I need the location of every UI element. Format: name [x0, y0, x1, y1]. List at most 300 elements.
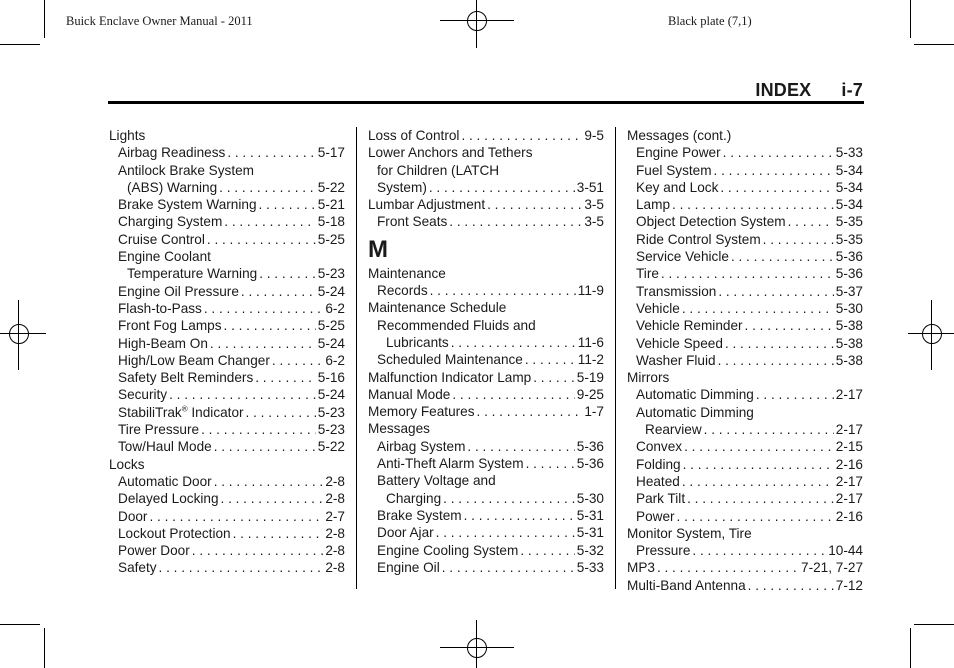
dot-leader — [259, 196, 316, 213]
index-entry-term — [118, 369, 253, 386]
index-entry — [109, 283, 345, 300]
index-entry-page: 5-32 — [576, 542, 604, 558]
index-entry-page: 2-7 — [325, 508, 345, 524]
index-entry — [627, 283, 863, 300]
index-entry-text: Delayed Locking — [118, 491, 219, 507]
index-entry — [109, 248, 345, 265]
index-entry-text: Ride Control System — [636, 231, 761, 247]
index-entry — [109, 179, 345, 196]
index-entry — [109, 335, 345, 352]
dot-leader — [224, 317, 316, 334]
index-entry-term — [627, 559, 655, 576]
page-number: i-7 — [841, 80, 863, 100]
index-entry — [368, 282, 604, 299]
index-entry — [627, 473, 863, 490]
index-entry — [627, 525, 863, 542]
index-entry-text: Mirrors — [627, 370, 670, 386]
index-entry — [368, 524, 604, 541]
dot-leader — [672, 196, 834, 213]
index-entry — [109, 404, 345, 421]
index-entry — [368, 317, 604, 334]
dot-leader — [219, 179, 316, 196]
index-entry-term — [377, 559, 440, 576]
index-entry-term — [386, 334, 449, 351]
index-entry-term — [109, 127, 145, 144]
index-entry-page: 1-7 — [584, 404, 604, 420]
index-entry-term — [118, 248, 211, 265]
dot-leader — [214, 473, 324, 490]
dot-leader — [451, 334, 576, 351]
index-entry-page: 3-5 — [584, 197, 604, 213]
dot-leader — [477, 403, 583, 420]
index-entry — [627, 144, 863, 161]
dot-leader — [720, 179, 833, 196]
index-entry-text: Locks — [109, 456, 145, 472]
index-entry-page: 5-38 — [835, 335, 863, 351]
dot-leader — [748, 577, 834, 594]
index-entry — [109, 438, 345, 455]
index-entry — [109, 144, 345, 161]
index-entry-page: 2-17 — [835, 387, 863, 403]
index-entry — [368, 334, 604, 351]
index-entry-term — [368, 144, 533, 161]
dot-leader — [272, 352, 323, 369]
index-entry — [627, 542, 863, 559]
dot-leader — [452, 386, 574, 403]
dot-leader — [745, 317, 834, 334]
index-entry-term — [636, 404, 754, 421]
index-entry-page: 11-9 — [577, 283, 604, 299]
index-entry — [627, 300, 863, 317]
index-entry-text: MP3 — [627, 560, 655, 576]
index-entry-term — [636, 473, 680, 490]
dot-leader — [756, 386, 834, 403]
index-entry-text: Brake System Warning — [118, 197, 257, 213]
index-entry-page: 6-2 — [325, 352, 345, 368]
column-divider-1 — [356, 127, 357, 589]
index-entry-term — [118, 508, 147, 525]
dot-leader — [210, 335, 316, 352]
index-entry-text: Airbag Readiness — [118, 145, 226, 161]
index-entry-term — [118, 386, 167, 403]
dot-leader — [682, 473, 834, 490]
dot-leader — [714, 162, 834, 179]
index-entry-term — [118, 283, 239, 300]
index-entry-page: 5-24 — [317, 283, 345, 299]
index-entry-text: Records — [377, 283, 428, 299]
index-entry-term — [377, 282, 428, 299]
index-entry — [109, 317, 345, 334]
dot-leader — [246, 404, 316, 421]
dot-leader — [442, 559, 575, 576]
index-entry-text: Messages (cont.) — [627, 128, 732, 143]
index-entry-term — [368, 369, 531, 386]
index-entry — [109, 231, 345, 248]
index-entry-text: Scheduled Maintenance — [377, 352, 523, 368]
index-entry-page: 6-2 — [325, 300, 345, 316]
dot-leader — [788, 213, 834, 230]
index-entry-term — [645, 421, 702, 438]
index-entry-page: 2-16 — [835, 456, 863, 472]
index-entry — [627, 127, 863, 144]
dot-leader — [677, 508, 834, 525]
index-entry-term — [118, 231, 205, 248]
index-entry-page: 5-31 — [576, 507, 604, 523]
index-entry-term — [627, 577, 746, 594]
index-entry-term — [636, 196, 670, 213]
index-entry-term — [109, 456, 145, 473]
index-entry-page: 5-17 — [317, 145, 345, 161]
index-entry-page: 5-38 — [835, 318, 863, 334]
index-entry-text: System) — [377, 179, 427, 195]
index-entry-term — [118, 438, 212, 455]
index-entry-text: Lumbar Adjustment — [368, 197, 486, 213]
index-entry-page: 5-18 — [317, 214, 345, 230]
index-entry-text: Automatic Dimming — [636, 387, 754, 403]
dot-leader — [525, 351, 576, 368]
registered-mark: ® — [181, 404, 188, 414]
index-entry-page: 5-33 — [835, 145, 863, 161]
index-entry-term — [377, 438, 465, 455]
index-entry-term — [636, 179, 718, 196]
index-entry-term — [386, 490, 441, 507]
index-entry — [109, 386, 345, 403]
index-entry-term — [636, 335, 723, 352]
index-entry-term — [636, 248, 729, 265]
index-entry-text: Loss of Control — [368, 128, 460, 143]
index-entry-page: 9-25 — [576, 386, 604, 402]
dot-leader — [704, 421, 834, 438]
dot-leader — [520, 542, 574, 559]
index-entry-page: 11-6 — [577, 334, 604, 350]
index-entry-page: 2-17 — [835, 473, 863, 489]
index-entry-term — [368, 265, 446, 282]
index-entry-term — [377, 162, 499, 179]
index-entry-text: Front Seats — [377, 214, 448, 230]
registration-mark-right — [904, 300, 954, 370]
index-entry-term — [636, 317, 743, 334]
index-entry-term — [636, 300, 680, 317]
index-entry-page: 10-44 — [828, 543, 863, 559]
index-entry-page: 2-8 — [325, 560, 345, 576]
index-entry-term — [636, 438, 682, 455]
index-entry-page: 9-5 — [584, 128, 604, 143]
dot-leader — [526, 455, 575, 472]
index-entry — [368, 386, 604, 403]
index-entry — [368, 179, 604, 196]
registration-mark-bottom — [440, 618, 514, 668]
index-entry-text: Airbag System — [377, 438, 466, 454]
index-entry-text: Washer Fluid — [636, 352, 716, 368]
index-entry — [109, 162, 345, 179]
index-entry-text: Transmission — [636, 283, 717, 299]
index-entry — [627, 404, 863, 421]
index-entry — [368, 559, 604, 576]
index-entry — [368, 127, 604, 144]
registration-mark-left — [0, 300, 50, 370]
dot-leader — [436, 524, 575, 541]
index-entry — [627, 386, 863, 403]
dot-leader — [692, 542, 826, 559]
index-entry — [109, 473, 345, 490]
index-entry-term — [118, 352, 270, 369]
index-entry-text: Power — [636, 508, 675, 524]
index-entry-term — [118, 525, 231, 542]
title-rule — [108, 101, 864, 104]
dot-leader — [682, 300, 834, 317]
index-entry-text: Antilock Brake System — [118, 162, 254, 178]
dot-leader — [221, 490, 324, 507]
index-entry-text: Power Door — [118, 543, 190, 559]
index-column-2 — [368, 127, 604, 576]
index-entry-term — [118, 300, 202, 317]
index-entry-text: Park Tilt — [636, 491, 686, 507]
index-entry — [109, 369, 345, 386]
index-entry-text: Lamp — [636, 197, 671, 213]
index-entry-text: Maintenance — [368, 265, 446, 281]
index-entry-page: 5-34 — [835, 179, 863, 195]
index-entry-term — [377, 507, 462, 524]
index-entry-term — [118, 542, 190, 559]
dot-leader — [149, 508, 323, 525]
dot-leader — [467, 438, 574, 455]
index-entry-text: Key and Lock — [636, 179, 719, 195]
dot-leader — [464, 507, 575, 524]
index-entry-term — [127, 179, 217, 196]
index-entry-text: Door Ajar — [377, 525, 434, 541]
index-entry-page: 7-21, 7-27 — [801, 560, 863, 576]
index-entry-text: Front Fog Lamps — [118, 318, 222, 334]
index-entry-term — [118, 421, 199, 438]
index-entry-term — [636, 490, 685, 507]
index-entry-text: Maintenance Schedule — [368, 300, 507, 316]
index-entry-term — [118, 213, 222, 230]
index-entry-text: Object Detection System — [636, 214, 786, 230]
index-entry-text: Manual Mode — [368, 386, 451, 402]
dot-leader — [214, 438, 316, 455]
index-entry-page: 7-12 — [835, 577, 863, 593]
index-entry-term — [118, 404, 244, 421]
index-entry-page: 2-16 — [835, 508, 863, 524]
index-entry-term — [636, 508, 675, 525]
index-entry-page: 5-25 — [317, 318, 345, 334]
index-entry-page: 3-5 — [584, 214, 604, 230]
index-entry — [627, 317, 863, 334]
index-entry-term — [377, 351, 523, 368]
dot-leader — [227, 144, 315, 161]
index-entry-term — [377, 317, 536, 334]
index-entry — [627, 265, 863, 282]
index-entry — [368, 507, 604, 524]
index-entry — [627, 352, 863, 369]
dot-leader — [159, 559, 324, 576]
index-entry-text: Heated — [636, 473, 680, 489]
index-entry-text: High-Beam On — [118, 335, 208, 351]
index-entry — [368, 455, 604, 472]
dot-leader — [657, 559, 799, 576]
index-entry-text: Vehicle — [636, 300, 680, 316]
index-entry-page: 3-51 — [576, 179, 604, 195]
index-entry — [368, 196, 604, 213]
index-entry-text: Vehicle Speed — [636, 335, 723, 351]
dot-leader — [207, 231, 316, 248]
index-entry — [109, 559, 345, 576]
index-entry-text: Recommended Fluids and — [377, 317, 536, 333]
dot-leader — [687, 490, 834, 507]
index-entry — [627, 559, 863, 576]
index-entry-page: 5-35 — [835, 214, 863, 230]
index-entry-text: Multi-Band Antenna — [627, 577, 746, 593]
index-entry — [627, 490, 863, 507]
page-title — [755, 80, 863, 101]
index-entry — [109, 525, 345, 542]
index-entry-term — [368, 403, 475, 420]
dot-leader — [224, 213, 316, 230]
index-entry-page: 5-25 — [317, 231, 345, 247]
index-entry — [368, 369, 604, 386]
index-entry-text: Flash-to-Pass — [118, 300, 202, 316]
index-entry-term — [636, 283, 716, 300]
index-entry — [627, 335, 863, 352]
index-entry-page: 2-8 — [325, 543, 345, 559]
dot-leader — [204, 300, 323, 317]
index-entry-page: 2-8 — [325, 473, 345, 489]
index-entry — [627, 369, 863, 386]
index-entry-term — [127, 265, 257, 282]
index-entry-text: Engine Power — [636, 145, 721, 161]
index-entry — [627, 196, 863, 213]
index-entry-term — [627, 369, 669, 386]
index-entry-page: 5-31 — [576, 525, 604, 541]
dot-leader — [461, 127, 582, 144]
dot-leader — [683, 456, 834, 473]
dot-leader — [449, 213, 582, 230]
running-header-right: Black plate (7,1) — [668, 14, 752, 28]
index-entry-term — [627, 525, 752, 542]
index-entry — [627, 438, 863, 455]
index-entry-text: Messages — [368, 421, 430, 437]
index-entry-term — [118, 490, 219, 507]
index-entry-text: Vehicle Reminder — [636, 318, 743, 334]
index-entry-text: Charging System — [118, 214, 223, 230]
index-entry-page: 5-36 — [576, 456, 604, 472]
index-entry-text: Pressure — [636, 543, 691, 559]
index-entry-term — [118, 335, 208, 352]
index-entry-page: 5-23 — [317, 266, 345, 282]
dot-leader — [430, 282, 576, 299]
index-entry — [368, 438, 604, 455]
index-entry-page: 2-17 — [835, 491, 863, 507]
index-entry-term — [636, 352, 716, 369]
index-entry — [627, 456, 863, 473]
index-entry — [368, 351, 604, 368]
index-entry-text: Automatic Dimming — [636, 404, 754, 420]
index-entry — [109, 300, 345, 317]
index-entry — [368, 299, 604, 316]
index-entry-text: Battery Voltage and — [377, 473, 496, 489]
index-column-1 — [109, 127, 345, 577]
index-entry — [627, 508, 863, 525]
index-entry — [109, 490, 345, 507]
index-entry-page: 2-8 — [325, 525, 345, 541]
index-entry-text: Anti-Theft Alarm System — [377, 456, 524, 472]
index-entry-page: 5-36 — [835, 266, 863, 282]
dot-leader — [661, 265, 834, 282]
index-entry — [109, 265, 345, 282]
index-entry-text: Brake System — [377, 507, 462, 523]
index-entry-term — [636, 542, 690, 559]
index-entry-text: Malfunction Indicator Lamp — [368, 369, 532, 385]
index-entry-page: 5-30 — [835, 300, 863, 316]
index-entry-page: 5-35 — [835, 231, 863, 247]
index-entry-text: Automatic Door — [118, 473, 212, 489]
index-entry — [109, 213, 345, 230]
index-entry — [368, 265, 604, 282]
index-entry-page: 5-36 — [576, 438, 604, 454]
index-entry-term — [377, 472, 496, 489]
index-entry-page: 2-17 — [835, 422, 863, 438]
index-entry-text: Safety Belt Reminders — [118, 370, 254, 386]
index-entry-page: 5-22 — [317, 439, 345, 455]
index-entry-text: for Children (LATCH — [377, 162, 500, 178]
index-entry-term — [636, 213, 786, 230]
index-entry-term — [377, 542, 518, 559]
index-entry-term — [368, 299, 506, 316]
index-entry-text: High/Low Beam Changer — [118, 352, 270, 368]
section-title: INDEX — [755, 80, 812, 100]
index-entry-page: 5-22 — [317, 179, 345, 195]
index-entry-text: StabiliTrak — [118, 404, 182, 420]
index-entry — [109, 542, 345, 559]
index-entry-term — [368, 127, 459, 144]
index-entry-term — [636, 144, 721, 161]
index-entry-term — [118, 162, 254, 179]
index-entry-term — [377, 213, 447, 230]
index-entry-term — [377, 455, 524, 472]
dot-leader — [763, 231, 834, 248]
index-entry-text: Safety — [118, 560, 157, 576]
index-entry-text: Lockout Protection — [118, 525, 231, 541]
index-entry-page: 5-34 — [835, 162, 863, 178]
dot-leader — [731, 248, 834, 265]
index-entry-page: 5-23 — [317, 422, 345, 438]
index-entry-text: Engine Oil Pressure — [118, 283, 239, 299]
index-entry-page: 5-23 — [317, 404, 345, 420]
index-entry — [627, 421, 863, 438]
index-entry — [109, 196, 345, 213]
index-entry-term — [368, 420, 430, 437]
index-entry — [368, 162, 604, 179]
index-entry-page: 5-33 — [576, 559, 604, 575]
dot-leader — [487, 196, 582, 213]
dot-leader — [169, 386, 316, 403]
index-entry-page: 2-15 — [835, 439, 863, 455]
index-entry-term — [118, 559, 157, 576]
index-entry — [368, 490, 604, 507]
index-entry — [368, 542, 604, 559]
index-entry-page: 5-37 — [835, 283, 863, 299]
index-entry — [368, 213, 604, 230]
index-entry-term — [636, 231, 761, 248]
index-entry-term — [377, 524, 434, 541]
index-entry-text: Tow/Haul Mode — [118, 439, 212, 455]
index-entry-page: 5-19 — [576, 369, 604, 385]
index-entry-term — [118, 144, 225, 161]
index-entry-text: Convex — [636, 439, 683, 455]
index-entry-text: Tire Pressure — [118, 422, 200, 438]
dot-leader — [259, 265, 316, 282]
index-entry-text: Fuel System — [636, 162, 712, 178]
